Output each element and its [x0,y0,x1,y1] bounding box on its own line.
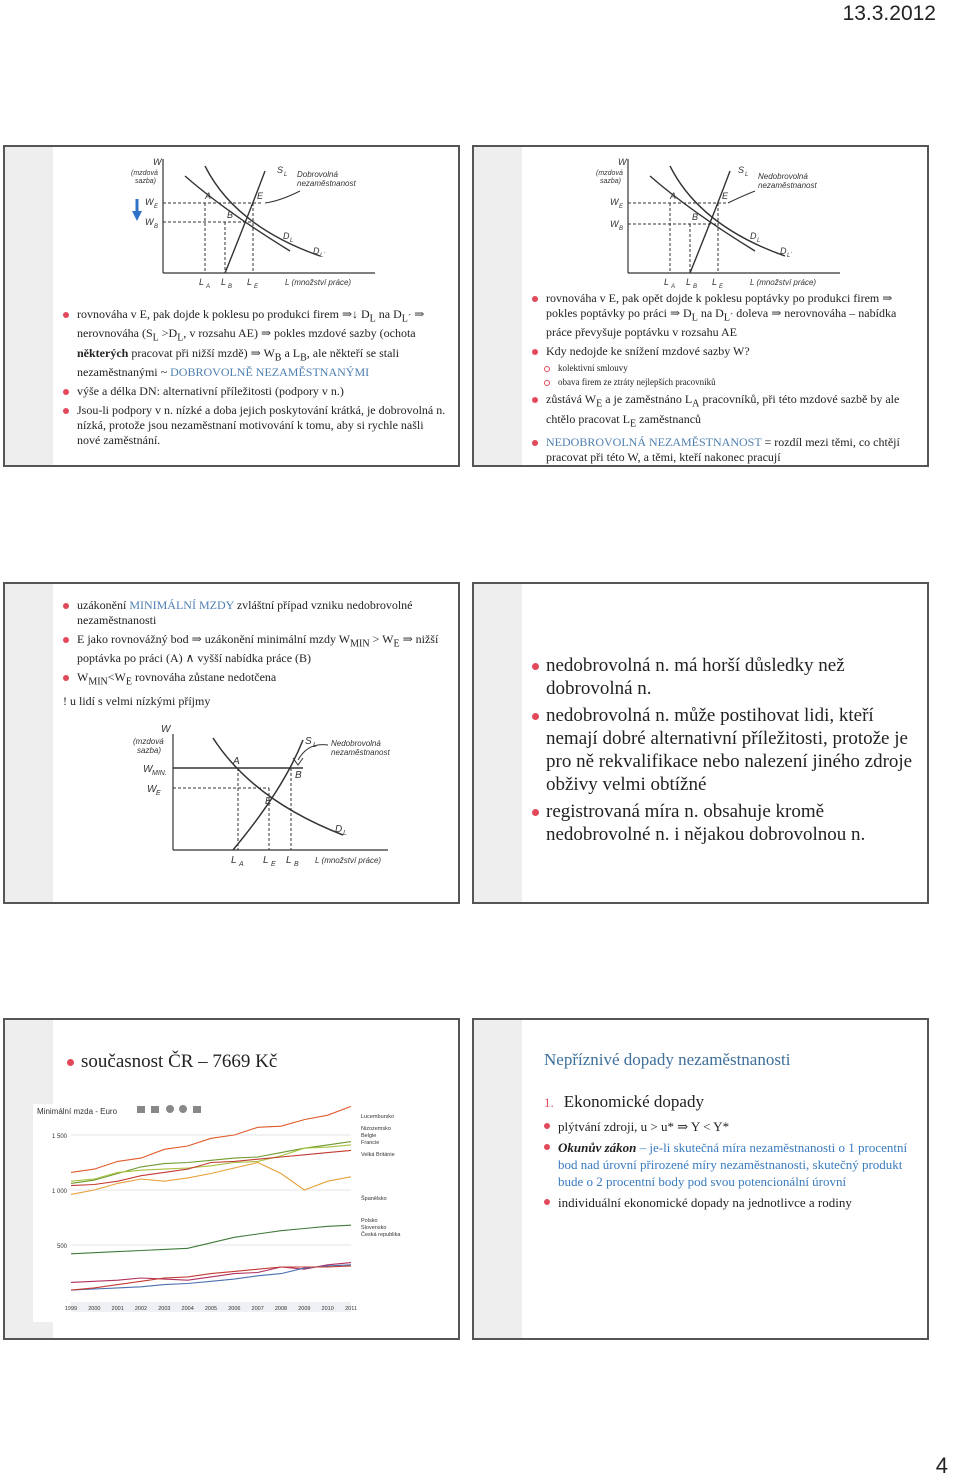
label-lb: L [221,277,227,287]
sub: MIN [350,638,370,650]
bullet [63,632,448,666]
axis-w-sub: (mzdová [131,170,158,177]
label-la: L [199,277,205,287]
text: <W [107,670,126,685]
label-sl: S [277,165,284,175]
slide-band [474,584,522,902]
label-le: L [263,855,269,866]
sub: L [369,313,376,325]
label-la: L [231,855,237,866]
label-we: W [147,784,157,795]
x-tick-label: 2009 [298,1306,311,1312]
text: pracovníků, při této mzdové sazbě by ale chtělo pracovat L [546,392,900,426]
x-tick-label: 2004 [181,1306,194,1312]
sub: L [691,312,698,324]
text: a je zaměstnáno L [602,392,693,407]
slide-band [474,147,522,465]
y-tick-label: 500 [56,1244,67,1250]
series-line [71,1150,351,1185]
text-bold: některých [77,345,129,360]
text: zvláštní případ vzniku nedobrovolné nezaměstnanosti [77,598,413,627]
text: kolektivní smlouvy [558,363,628,374]
text-highlight: MINIMÁLNÍ MZDY [129,598,234,612]
point-b: B [227,210,234,220]
point-b: B [692,212,699,222]
sub: MIN [88,676,108,688]
text: > W [369,632,394,646]
label-dobrovolna: Dobrovolná [297,170,338,179]
slide4-bullets [532,654,917,846]
text: , ale někteří se stali nezaměstnanými ~ [77,345,400,380]
text: doleva ⇒ nerovnováha – nabídka práce převyšuje poptávku v rozsahu AE [546,306,897,340]
x-tick-label: 2006 [228,1306,241,1312]
label-le-sub: E [254,284,259,290]
x-tick-label: 2005 [204,1306,218,1312]
slide-5 [3,1018,460,1340]
text: současnost ČR – 7669 Kč [81,1051,278,1072]
text: nedobrovolná n. má horší důsledky než dobrovolná n. [546,655,845,699]
x-tick-label: 2007 [251,1306,264,1312]
label-lb-sub: B [228,284,233,290]
slide-band [474,1020,522,1338]
slide5-bullets [67,1050,277,1073]
text: plýtvání zdroji, u > u* ⇒ Y < Y* [558,1119,730,1134]
sub: L´ [401,313,412,325]
sub: E [125,676,132,688]
slide3-bullets [63,598,448,709]
sub: B [300,352,307,364]
text: pracovat při nižší mzdě) ⇒ W [128,345,275,360]
toolbar-icon[interactable] [193,1106,201,1113]
label-we-sub: E [154,204,159,210]
sub: A [692,398,700,410]
text: rovnováha v E, pak opět dojde k poklesu poptávky po produkci firem ⇒ pokles poptávky po práci ⇒ D [546,291,893,320]
label-sl: S [738,165,745,175]
text: obava firem ze ztráty nejlepších pracovníků [558,377,716,388]
bullet [544,1194,915,1211]
x-tick-label: 2000 [88,1306,101,1312]
label-we: W [610,197,619,207]
slide-4 [472,582,929,904]
section-title: Ekonomické dopady [563,1092,704,1111]
label-lb: L [286,855,292,866]
label-dl-sub: L [757,238,761,244]
text: na D [378,307,402,321]
label-dl: D [750,231,757,241]
legend-item: Nizozemsko [361,1126,391,1132]
label-wmin: W [143,764,153,775]
text: uzákonění [77,598,130,612]
slide-2 [472,145,929,467]
label-dl-sub: L [290,238,294,244]
label-la-sub: A [206,284,211,290]
bullet [532,392,917,431]
legend-item: Velká Británie [361,1152,395,1158]
label-nedobrovolna: Nedobrovolná [758,172,808,181]
label-we: W [145,197,154,207]
chart-title: Minimální mzda - Euro [37,1107,118,1116]
bullet [532,291,917,340]
slide-3 [3,582,460,904]
point-a: A [205,191,212,201]
point-a: A [233,756,240,767]
axis-w-sub2: sazba) [135,178,157,185]
text: registrovaná míra n. obsahuje kromě nedobrovolné n. i nějakou dobrovolnou n. [546,801,866,845]
sub-bullet [532,375,917,389]
point-a: A [670,191,677,201]
legend-item: Belgie [361,1133,377,1139]
bullet [532,654,917,700]
section-heading [544,1092,704,1112]
label-le: L [712,277,718,287]
chart-legend [361,1114,401,1238]
bullet [67,1050,277,1073]
bullet [532,704,917,796]
label-wb-sub: B [619,226,624,232]
note [63,694,448,709]
text: rovnováha v E, pak dojde k poklesu po produkci firem ⇒↓ D [77,307,370,321]
section-number: 1. [544,1095,554,1110]
sub: E [629,418,637,430]
text: Jsou-li podpory v n. nízké a doba jejich poskytování krátká, je dobrovolná n. nízká, protože jsou nezaměstnaní motivování k tomu, aby si rychle našli nové zaměstnání. [77,403,446,448]
slide2-bullets [532,291,917,465]
label-nezamestnanost: nezaměstnanost [758,181,817,190]
bullet [63,670,448,689]
label-nezamestnanost: nezaměstnanost [331,748,390,757]
slide-1 [3,145,460,467]
slide-title: Nepříznivé dopady nezaměstnanosti [544,1050,791,1069]
label-lb: L [686,277,692,287]
x-tick-label: 1999 [64,1306,78,1312]
legend-item: Slovensko [361,1225,387,1231]
label-wmin-sub: MIN. [152,770,167,777]
text: rovnováha zůstane nedotčena [131,670,277,685]
x-tick-label: 2003 [158,1306,171,1312]
label-we-sub: E [619,204,624,210]
y-tick-label: 1 000 [51,1189,67,1195]
axis-l-label: L (množství práce) [285,278,352,287]
page-number: 4 [935,1453,948,1478]
bullet [544,1118,915,1135]
label-dl: D [335,824,343,835]
bullet [63,598,448,628]
label-lb-sub: B [294,861,299,868]
header-date: 13.3.2012 [842,2,936,25]
axis-w-sub: (mzdová [596,170,623,177]
label-dl-sub: L [343,830,347,837]
label-le-sub: E [271,861,276,868]
label-we-sub: E [156,790,161,797]
text-highlight: – je-li skutečná míra nezaměstnanosti o 1 procentní bod nad úrovní přirozené míry nezaměstnanosti, skutečný produkt bude o 2 procentní body pod svou potencionální úrovní [558,1140,908,1189]
axis-w-label: W [618,157,627,167]
x-tick-label: 2002 [134,1306,148,1312]
text-highlight: NEDOBROVOLNÁ NEZAMĚSTNANOST [546,435,762,450]
bullet: rovnováha v E, pak dojde k poklesu po produkci firem ⇒↓ $D_L$ na $D_{L´}$ ⇒ nerovnováha ($S_L >D_L$, v rozsahu AE) ⇒ pokles mzdové sazby (ochota některých pracovat při nižší mzdě) ⇒ $W_B$ a $L_B$, ale někteří se stali nezaměstnanými ~ DOBROVOLNĚ NEZAMĚSTNANÝMI [63,307,448,380]
legend-item: Lucembursko [361,1114,395,1120]
y-tick-label: 1 500 [51,1134,67,1140]
legend-item: Polsko [361,1218,378,1224]
point-e: E [257,191,264,201]
text: zaměstnanců [636,411,702,426]
label-la-sub: A [671,284,676,290]
min-wage-chart [33,1104,425,1322]
text: ! u lidí s velmi nízkými příjmy [63,693,211,708]
sub: L [152,332,159,344]
graph-voluntary-unemployment [125,151,385,291]
bullet [532,800,917,846]
text-highlight: DOBROVOLNĚ NEZAMĚSTNANÝMI [170,365,370,380]
axis-w-sub2: sazba) [600,178,622,185]
legend-item: Španělsko [361,1196,387,1202]
sub: E [393,638,400,650]
bullet [532,435,917,465]
slide-band [5,147,53,465]
sub: E [596,398,603,410]
text-bold: Okunův zákon [558,1140,637,1155]
slide1-bullets [63,307,448,448]
label-dl: D [283,231,290,241]
text: a L [281,345,301,360]
label-wb: W [145,217,154,227]
text: výše a délka DN: alternativní příležitosti (podpory v n.) [77,384,344,399]
text: Kdy nedojde ke snížení mzdové sazby W? [546,344,750,359]
text: W [77,670,89,685]
text: ⇒ nižší poptávka po práci (A) ∧ vyšší nabídka práce (B) [77,632,439,666]
text: ⇒ nerovnováha (S [77,307,425,341]
sub: L [177,332,184,344]
text: individuální ekonomické dopady na jednotlivce a rodiny [558,1195,852,1210]
axis-l-label: L (množství práce) [750,278,817,287]
text: v rozsahu AE) ⇒ pokles mzdové sazby (ochota [186,326,416,341]
sub: B [274,352,282,364]
legend-item: Francie [361,1140,380,1146]
series-line [71,1266,351,1290]
axis-w-sub: (mzdová [133,737,164,746]
axis-w-sub2: sazba) [137,746,162,755]
label-le: L [247,277,253,287]
text: >D [158,326,178,341]
label-wb: W [610,219,619,229]
label-sl-sub: L [745,172,749,178]
label-dlp-sub: L´ [320,253,326,259]
label-sl-sub: L [313,742,317,749]
axis-w-label: W [161,724,171,735]
x-tick-label: 2001 [111,1306,124,1312]
bullet [544,1139,915,1190]
label-dlp: D [780,246,787,256]
bullet [63,384,448,399]
label-la-sub: A [239,861,244,868]
series-line [71,1263,351,1283]
label-wb-sub: B [154,224,159,230]
legend-item: Česká republika [361,1232,401,1238]
series-line [71,1163,351,1195]
slide-band [5,584,53,902]
text: nedobrovolná n. může postihovat lidi, kteří nemají dobré alternativní příležitosti, protože je pro ně rekvalifikace nebo nalezení jiného zdroje obživy velmi obtížné [546,705,913,795]
axis-l-label: L (množství práce) [315,856,382,865]
toolbar-icon[interactable] [179,1105,187,1113]
plot-area [52,1106,357,1312]
label-lb-sub: B [693,284,698,290]
axis-w-label: W [153,157,162,167]
point-e: E [722,191,729,201]
text: = rozdíl mezi těmi, co chtějí pracovat při této W, a těmi, kteří nakonec pracují [546,435,900,465]
x-tick-label: 2010 [321,1306,334,1312]
chart-svg [33,1104,425,1322]
bullet [63,403,448,448]
slide6-bullets [544,1118,915,1211]
point-e: E [265,796,272,807]
label-dlp: D [313,246,320,256]
slide-6 [472,1018,929,1340]
text: zůstává W [546,392,597,407]
graph-involuntary-unemployment [590,151,850,291]
label-le-sub: E [719,284,724,290]
label-la: L [664,277,670,287]
series-line [71,1225,351,1254]
toolbar-icon[interactable] [151,1106,159,1113]
x-tick-label: 2008 [274,1306,288,1312]
label-dlp-sub: L´ [787,253,793,259]
sub: L´ [723,312,734,324]
toolbar-icon[interactable] [137,1106,145,1113]
text: na D [697,306,724,320]
bullet [532,344,917,359]
toolbar-icon[interactable] [166,1105,174,1113]
graph-minimum-wage [103,720,403,870]
point-b: B [295,770,302,781]
sub-bullet [532,361,917,375]
label-sl: S [305,736,312,747]
label-sl-sub: L [284,172,288,178]
text: E jako rovnovážný bod ⇒ uzákonění minimální mzdy W [77,632,351,646]
label-nedobrovolna: Nedobrovolná [331,739,381,748]
x-tick-label: 2011 [345,1306,357,1312]
label-nezamestnanost: nezaměstnanost [297,179,356,188]
